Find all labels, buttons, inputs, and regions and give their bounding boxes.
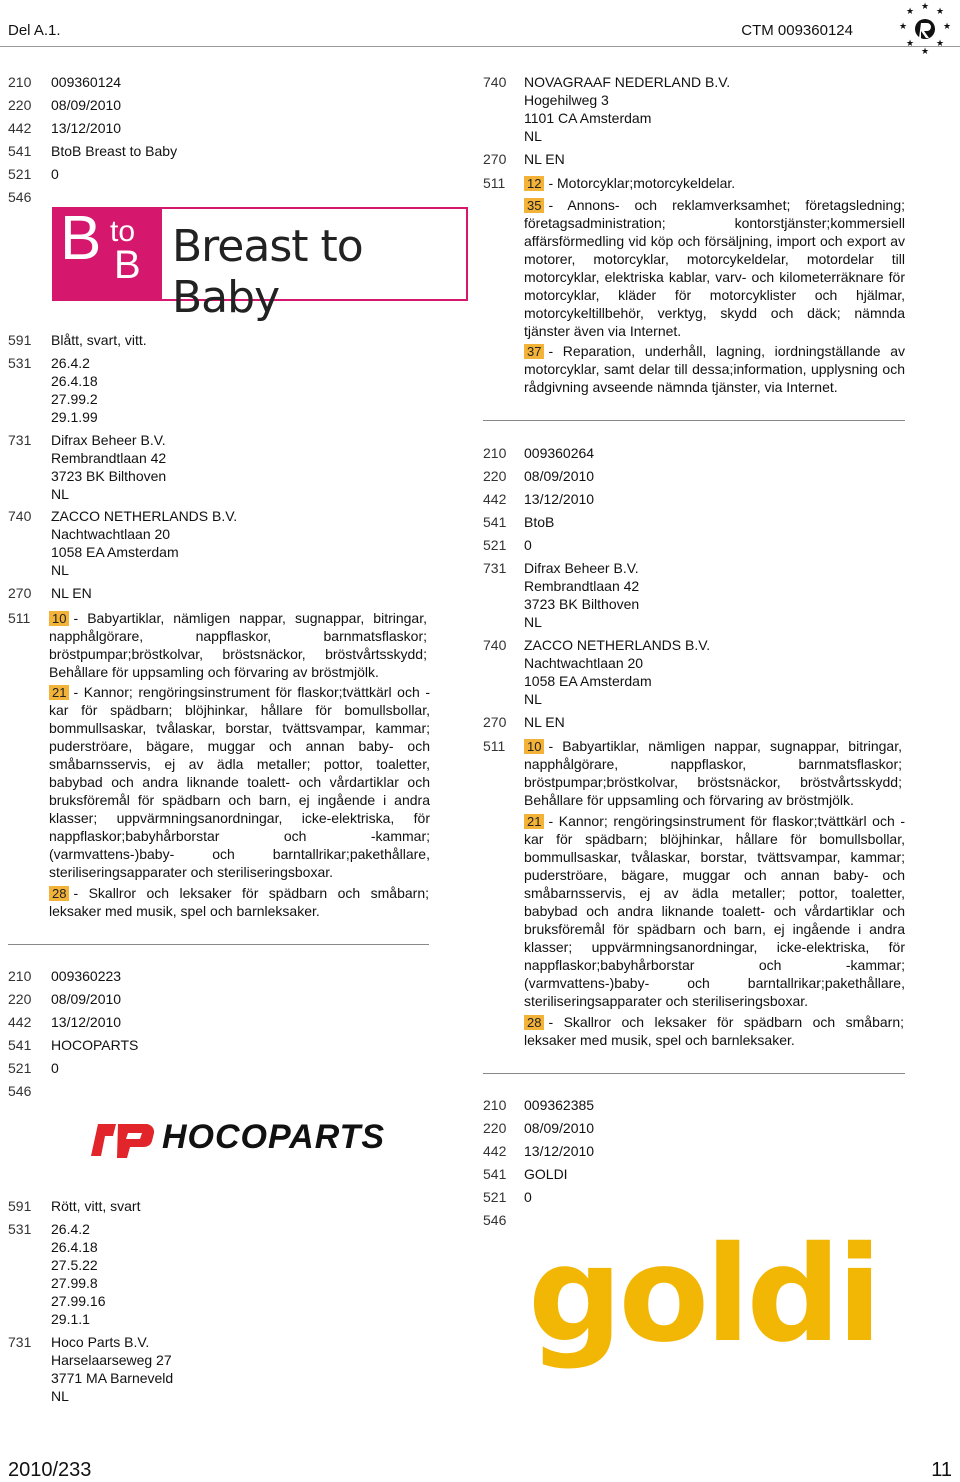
field-270: 270 NL EN (483, 714, 565, 730)
class-28-goods: 28 - Skallror och leksaker för spädbarn och småbarn; leksaker med musik, spel och barnleksaker. (49, 885, 429, 919)
field-442: 442 13/12/2010 (483, 491, 595, 507)
class-badge: 10 (524, 739, 544, 754)
field-740: 740 NOVAGRAAF NEDERLAND B.V. Hogehilweg 3 1101 CA Amsterdam NL (483, 74, 731, 144)
field-442: 442 13/12/2010 (483, 1143, 595, 1159)
class-35-services: 35 - Annons- och reklamverksamhet; företagsledning; företagsadministration; kontorstjänster;kommersiell affärsförmedling vid köp och försäljning, import och export av motorer, motorcyklar, motorcykeldelar, motordelar till motorcyklar, elektriska kablar, varv- och kilometerräknare för motorcyklar, kläder för motorcyklister och hjälmar, motorcykeltillbehör, verktyg, skydd och däck; nämnda tjänster även via Internet. (524, 197, 905, 339)
btob-logo: B to B Breast to Baby (52, 207, 468, 301)
eu-stars-logo-icon (896, 0, 954, 58)
field-731: 731 Difrax Beheer B.V. Rembrandtlaan 42 3723 BK Bilthoven NL (8, 432, 167, 502)
svg-text:★: ★ (942, 22, 952, 32)
hp-mark-icon (90, 1122, 156, 1160)
field-521: 521 0 (483, 1189, 532, 1205)
field-210: 210 009360223 (8, 968, 122, 984)
class-badge: 21 (524, 814, 544, 829)
field-511: 511 (483, 175, 506, 191)
field-511: 511 (483, 738, 506, 754)
class-10-goods: 10 - Babyartiklar, nämligen nappar, sugnappar, bitringar, napphålgörare, nappflaskor, barnmatsflaskor; bröstpumpar;bröstkolvar, bröstsnäckor, bröstvårtsskydd; Behållare för uppsamling och förvaring av bröstmjölk. (49, 610, 427, 680)
hocoparts-logo: HOCOPARTS (90, 1118, 430, 1162)
class-28-goods: 28 - Skallror och leksaker för spädbarn och småbarn; leksaker med musik, spel och barnleksaker. (524, 1014, 904, 1048)
svg-text:★: ★ (920, 47, 930, 57)
class-badge: 35 (524, 198, 544, 213)
field-220: 220 08/09/2010 (8, 991, 122, 1007)
field-546: 546 (483, 1212, 507, 1228)
class-10-goods: 10 - Babyartiklar, nämligen nappar, sugnappar, bitringar, napphålgörare, nappflaskor, barnmatsflaskor; bröstpumpar;bröstkolvar, bröstsnäckor, bröstvårtsskydd; Behållare för uppsamling och förvaring av bröstmjölk. (524, 738, 902, 808)
svg-text:★: ★ (920, 2, 930, 12)
class-badge: 28 (524, 1015, 544, 1030)
issue-number: 2010/233 (8, 1459, 92, 1481)
field-511: 511 (8, 610, 31, 626)
svg-text:★: ★ (898, 22, 908, 32)
field-210: 210 009360264 (483, 445, 595, 461)
field-541: 541 BtoB Breast to Baby (8, 143, 178, 159)
field-210: 210 009360124 (8, 74, 122, 90)
field-442: 442 13/12/2010 (8, 120, 122, 136)
field-531: 531 26.4.2 26.4.18 27.5.22 27.99.8 27.99.16 29.1.1 (8, 1221, 106, 1327)
field-591: 591 Rött, vitt, svart (8, 1198, 141, 1214)
page-number: 11 (931, 1459, 952, 1481)
class-37-services: 37 - Reparation, underhåll, lagning, iordningställande av motorcyklar, samt delar till dessa;information, upplysning och rådgivning avseende nämnda tjänster, via Internet. (524, 343, 905, 395)
field-270: 270 NL EN (483, 151, 565, 167)
class-badge: 21 (49, 685, 69, 700)
field-521: 521 0 (483, 537, 532, 553)
header-divider (0, 46, 960, 47)
class-badge: 12 (524, 176, 544, 191)
class-badge: 37 (524, 344, 544, 359)
class-badge: 10 (49, 611, 69, 626)
field-270: 270 NL EN (8, 585, 92, 601)
svg-text:★: ★ (935, 7, 945, 17)
class-12-goods: 12 - Motorcyklar;motorcykeldelar. (524, 174, 904, 192)
field-546: 546 (8, 189, 32, 205)
field-220: 220 08/09/2010 (8, 97, 122, 113)
entry-separator (483, 1073, 905, 1074)
svg-text:★: ★ (905, 7, 915, 17)
field-731: 731 Difrax Beheer B.V. Rembrandtlaan 42 3723 BK Bilthoven NL (483, 560, 640, 630)
svg-text:★: ★ (905, 39, 915, 49)
class-badge: 28 (49, 886, 69, 901)
field-541: 541 GOLDI (483, 1166, 568, 1182)
field-541: 541 BtoB (483, 514, 555, 530)
field-591: 591 Blått, svart, vitt. (8, 332, 147, 348)
field-740: 740 ZACCO NETHERLANDS B.V. Nachtwachtlaan 20 1058 EA Amsterdam NL (483, 637, 711, 707)
field-442: 442 13/12/2010 (8, 1014, 122, 1030)
field-541: 541 HOCOPARTS (8, 1037, 139, 1053)
svg-text:★: ★ (935, 39, 945, 49)
field-740: 740 ZACCO NETHERLANDS B.V. Nachtwachtlaan 20 1058 EA Amsterdam NL (8, 508, 238, 578)
class-21-goods: 21 - Kannor; rengöringsinstrument för flaskor;tvättkärl och -kar för spädbarn; blöjhinkar, hållare för bomullsbollar, bommullsaskar, tvålaskar, borstar, tvättsvampar, kammar; puderströare, bägare, muggar och annan baby- och småbarnsservis, ej av ädla metaller; pottor, toaletter, babybad och andra liknande toalett- och vårdartiklar och bruksföremål för spädbarn och barn, ej ingående i andra klasser; uppvärmningsanordningar, icke-elektriska, för nappflaskor;babyhårborstar och -kammar;(varmvattens-)baby- och barntallrikar;pakethållare, steriliseringsapparater och steriliseringsboxar. (524, 813, 905, 1009)
class-21-goods: 21 - Kannor; rengöringsinstrument för flaskor;tvättkärl och -kar för spädbarn; blöjhinkar, hållare för bomullsbollar, bommullsaskar, tvålaskar, borstar, tvättsvampar, kammar; puderströare, bägare, muggar och annan baby- och småbarnsservis, ej av ädla metaller; pottor, toaletter, babybad och andra liknande toalett- och vårdartiklar och bruksföremål för spädbarn och barn, ej ingående i andra klasser; uppvärmningsanordningar, icke-elektriska, för nappflaskor;babyhårborstar och -kammar;(varmvattens-)baby- och barntallrikar;pakethållare, steriliseringsapparater och steriliseringsboxar. (49, 684, 430, 880)
field-546: 546 (8, 1083, 32, 1099)
field-521: 521 0 (8, 1060, 59, 1076)
ctm-number: CTM 009360124 (741, 22, 853, 39)
field-531: 531 26.4.2 26.4.18 27.99.2 29.1.99 (8, 355, 98, 425)
field-220: 220 08/09/2010 (483, 468, 595, 484)
entry-separator (8, 944, 429, 945)
field-731: 731 Hoco Parts B.V. Harselaarseweg 27 3771 MA Barneveld NL (8, 1334, 174, 1404)
field-521: 521 0 (8, 166, 59, 182)
entry-separator (483, 420, 905, 421)
section-label: Del A.1. (8, 22, 61, 39)
field-210: 210 009362385 (483, 1097, 595, 1113)
field-220: 220 08/09/2010 (483, 1120, 595, 1136)
goldi-logo: goldi (528, 1236, 879, 1372)
